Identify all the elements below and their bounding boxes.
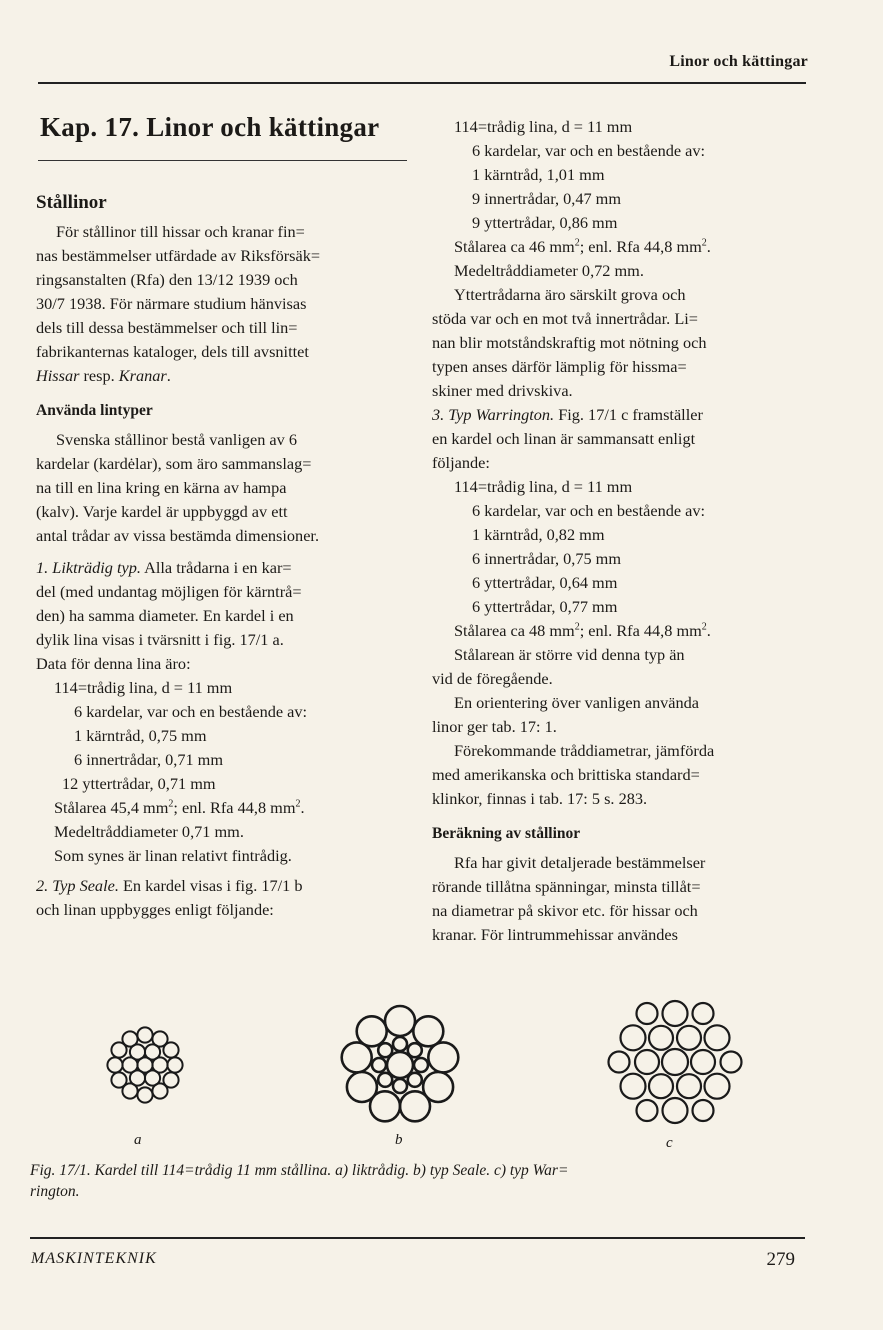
text-line: Rfa har givit detaljerade bestämmelser (454, 853, 706, 872)
text-line: del (med undantag möjligen för kärntrå= (36, 582, 302, 601)
subheading-berakning: Beräkning av stållinor (432, 825, 581, 842)
right-column (432, 115, 805, 947)
spec-line: 9 innertrådar, 0,47 mm (472, 189, 622, 208)
spec-text: Stålarea 45,4 mm (54, 798, 169, 817)
spec-liktradig (36, 676, 407, 868)
caption-line: Fig. 17/1. Kardel till 114=trådig 11 mm stållina. a) liktrådig. b) typ Seale. c) typ War= (30, 1162, 569, 1179)
text-line: nas bestämmelser utfärdade av Riksförsäk= (36, 246, 321, 265)
section-title: Stållinor (36, 192, 107, 213)
spec-text: ; enl. Rfa 44,8 mm (173, 798, 296, 817)
spec-text: ; enl. Rfa 44,8 mm (579, 621, 702, 640)
footer-journal-name: MASKINTEKNIK (31, 1250, 157, 1267)
text-line: 30/7 1938. För närmare studium hänvisas (36, 294, 307, 313)
type-heading-liktradig: 1. Likträdig typ. (36, 558, 141, 577)
text-line: följande: (432, 453, 490, 472)
spec-line: 6 innertrådar, 0,75 mm (472, 549, 622, 568)
spec-line: Som synes är linan relativt fintrådig. (54, 846, 292, 865)
spec-line: 114=trådig lina, d = 11 mm (54, 678, 233, 697)
ref-hissar: Hissar (36, 366, 80, 385)
caption-line: rington. (30, 1183, 80, 1200)
paragraph-traddiametrar (432, 739, 805, 811)
spec-line: 6 kardelar, var och en bestående av: (472, 141, 706, 160)
spec-line: Medeltråddiameter 0,71 mm. (54, 822, 244, 841)
spec-line: 1 kärntråd, 0,75 mm (74, 726, 207, 745)
subheading-lintyper: Använda lintyper (36, 402, 153, 419)
text-line: Yttertrådarna äro särskilt grova och (454, 285, 686, 304)
text-line: En orientering över vanligen använda (454, 693, 700, 712)
text-line: dels till dessa bestämmelser och till lin= (36, 318, 298, 337)
spec-line: 6 kardelar, var och en bestående av: (74, 702, 308, 721)
text-line: (kalv). Varje kardel är uppbyggd av ett (36, 502, 288, 521)
text-line: Förekommande tråddiametrar, jämförda (454, 741, 715, 760)
text-line: stöda var och en mot två innertrådar. Li= (432, 309, 698, 328)
strand-diagram-b (330, 995, 470, 1135)
figure-label-b: b (395, 1132, 403, 1148)
paragraph-liktradig (36, 556, 407, 676)
text-line: kranar. För lintrummehissar användes (432, 925, 678, 944)
spec-text: . (300, 798, 305, 817)
page-number: 279 (766, 1249, 795, 1270)
chapter-title: Kap. 17. Linor och kättingar (40, 112, 380, 142)
spec-line-area: Stålarea ca 48 $mm^2$; enl. Rfa 44,8 $mm^2$. (454, 621, 711, 640)
spec-text: . (706, 237, 711, 256)
text-line: den) ha samma diameter. En kardel i en (36, 606, 294, 625)
spec-text: Stålarea ca 46 mm (454, 237, 575, 256)
spec-line: 12 yttertrådar, 0,71 mm (62, 774, 216, 793)
text-line: och linan uppbygges enligt följande: (36, 900, 274, 919)
text-line: klinkor, finnas i tab. 17: 5 s. 283. (432, 789, 648, 808)
text-line: nan blir motståndskraftig mot nötning och (432, 333, 707, 352)
paragraph-seale (36, 874, 407, 922)
paragraph-orientering (432, 691, 805, 739)
text-fragment: resp. (79, 366, 119, 385)
title-rule (38, 160, 407, 161)
spec-line: 6 kardelar, var och en bestående av: (472, 501, 706, 520)
spec-line: 114=trådig lina, d = 11 mm (454, 477, 633, 496)
figure-label-a: a (134, 1132, 142, 1148)
paragraph-intro (36, 220, 407, 388)
text-line: vid de föregående. (432, 669, 553, 688)
text-line: antal trådar av vissa bestämda dimensioner. (36, 526, 320, 545)
strand-diagram-c (605, 992, 745, 1132)
left-column (36, 190, 407, 922)
bottom-rule (30, 1237, 805, 1239)
text-line: Data för denna lina äro: (36, 654, 191, 673)
spec-seale (432, 115, 805, 283)
ref-kranar: Kranar (118, 366, 167, 385)
spec-text: ; enl. Rfa 44,8 mm (579, 237, 702, 256)
text-line: Stålarean är större vid denna typ än (454, 645, 685, 664)
paragraph-stalarea (432, 643, 805, 691)
paragraph-berakning (432, 851, 805, 947)
spec-line-area: Stålarea ca 46 $mm^2$; enl. Rfa 44,8 $mm^2$. (454, 237, 711, 256)
text-fragment: Alla trådarna i en kar= (140, 558, 292, 577)
type-heading-seale: 2. Typ Seale. (36, 876, 119, 895)
text-line: dylik lina visas i tvärsnitt i fig. 17/1 a. (36, 630, 284, 649)
text-line: med amerikanska och brittiska standard= (432, 765, 700, 784)
strand-diagram-a (90, 1010, 200, 1120)
paragraph-lintyper (36, 428, 407, 548)
spec-line-area: Stålarea 45,4 $mm^2$; enl. Rfa 44,8 $mm^2$. (54, 798, 305, 817)
text-line: skiner med drivskiva. (432, 381, 573, 400)
type-heading-warrington: 3. Typ Warrington. (432, 405, 555, 424)
text-line: fabrikanternas kataloger, dels till avsnittet (36, 342, 309, 361)
text-line: typen anses därför lämplig för hissma= (432, 357, 687, 376)
text-line: ringsanstalten (Rfa) den 13/12 1939 och (36, 270, 298, 289)
spec-line: Medeltråddiameter 0,72 mm. (454, 261, 644, 280)
paragraph-warrington (432, 403, 805, 475)
text-line: rörande tillåtna spänningar, minsta tillåt= (432, 877, 701, 896)
spec-text: . (706, 621, 711, 640)
spec-line: 6 innertrådar, 0,71 mm (74, 750, 224, 769)
text-line: linor ger tab. 17: 1. (432, 717, 557, 736)
spec-line: 114=trådig lina, d = 11 mm (454, 117, 633, 136)
running-head: Linor och kättingar (669, 53, 808, 70)
text-line: Svenska stållinor bestå vanligen av 6 (56, 430, 297, 449)
text-fragment: . (166, 366, 171, 385)
figure-17-1 (60, 990, 780, 1160)
paragraph-yttertradar (432, 283, 805, 403)
spec-line: 1 kärntråd, 1,01 mm (472, 165, 605, 184)
top-rule (38, 82, 806, 84)
figure-caption (30, 1160, 820, 1202)
spec-line: 9 yttertrådar, 0,86 mm (472, 213, 618, 232)
figure-label-c: c (666, 1135, 673, 1151)
text-line: kardelar (kardėlar), som äro sammanslag= (36, 454, 312, 473)
text-fragment: En kardel visas i fig. 17/1 b (118, 876, 303, 895)
spec-line: 6 yttertrådar, 0,77 mm (472, 597, 618, 616)
text-line: en kardel och linan är sammansatt enligt (432, 429, 696, 448)
spec-line: 1 kärntråd, 0,82 mm (472, 525, 605, 544)
text-line: na till en lina kring en kärna av hampa (36, 478, 287, 497)
spec-warrington (432, 475, 805, 643)
text-line: na diametrar på skivor etc. för hissar och (432, 901, 698, 920)
text-line: För stållinor till hissar och kranar fin= (56, 222, 305, 241)
text-fragment: Fig. 17/1 c framställer (554, 405, 703, 424)
spec-text: Stålarea ca 48 mm (454, 621, 575, 640)
spec-line: 6 yttertrådar, 0,64 mm (472, 573, 618, 592)
